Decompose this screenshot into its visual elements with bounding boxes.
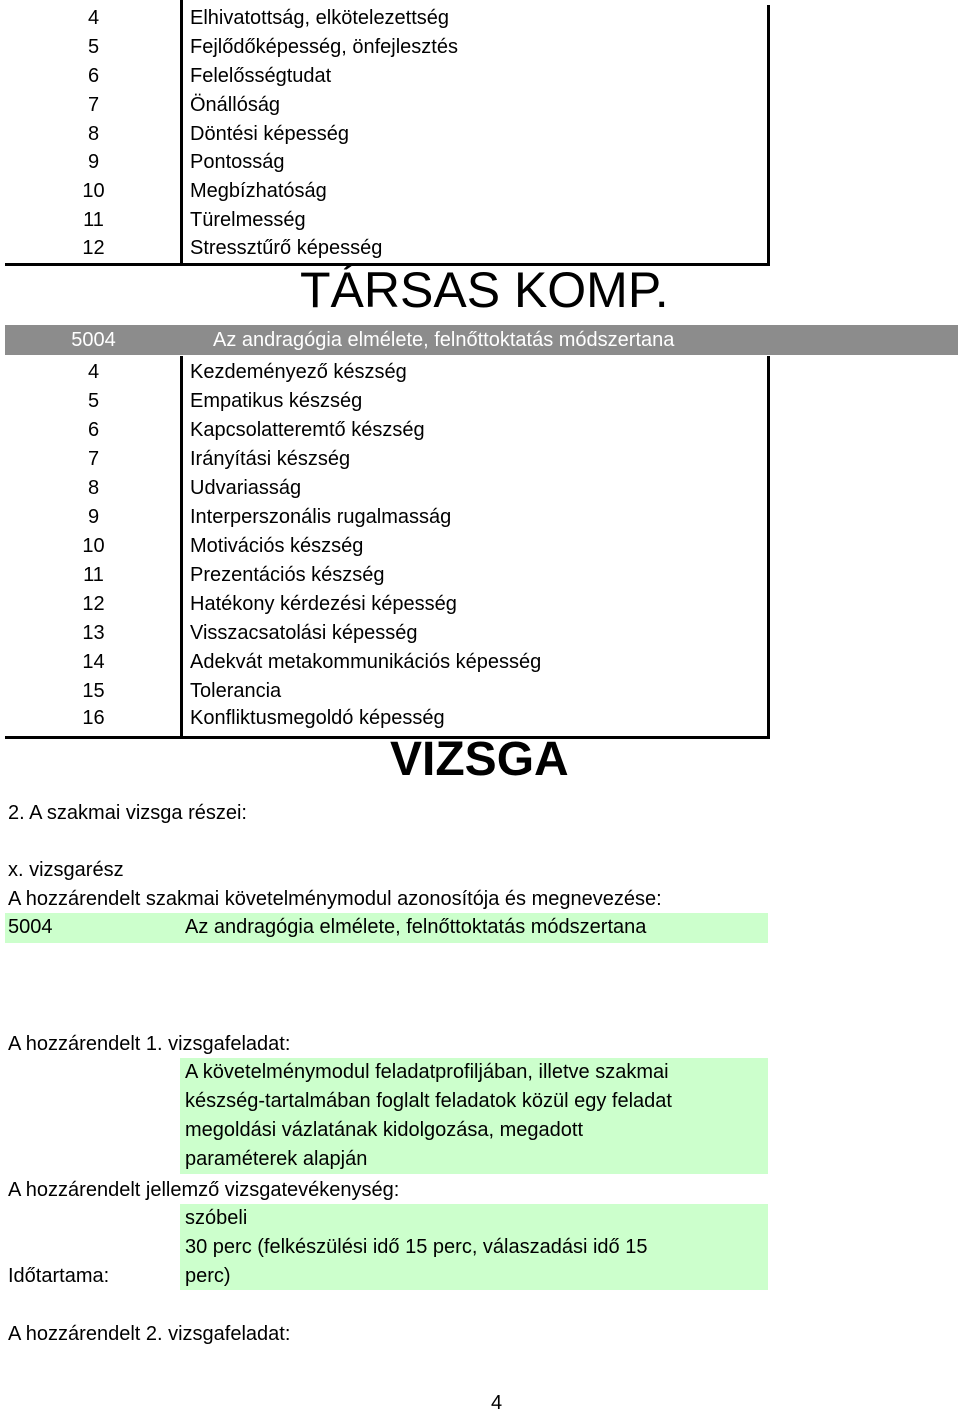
row-label: Önállóság [190, 94, 281, 116]
row-label: Visszacsatolási képesség [190, 622, 418, 644]
row-label: Tolerancia [190, 680, 282, 702]
row-number: 12 [82, 237, 105, 259]
row-label: Interperszonális rugalmasság [190, 506, 452, 528]
row-label: Elhivatottság, elkötelezettség [190, 7, 450, 29]
exam-part-label: x. vizsgarész [8, 859, 124, 881]
table-row [5, 677, 770, 706]
task1-description [180, 1058, 768, 1174]
row-number: 14 [82, 651, 105, 673]
duration-line: 30 perc (felkészülési idő 15 perc, válaszadási idő 15 [185, 1236, 648, 1258]
row-label: Udvariasság [190, 477, 302, 499]
row-label: Konfliktusmegoldó képesség [190, 707, 445, 729]
row-label: Felelősségtudat [190, 65, 332, 87]
table-row [5, 648, 770, 677]
module-id-field [5, 913, 768, 943]
row-label: Hatékony kérdezési képesség [190, 593, 457, 615]
table-row [5, 445, 770, 474]
exam-parts-label: 2. A szakmai vizsga részei: [8, 802, 247, 824]
duration-line: perc) [185, 1265, 231, 1287]
table-row [5, 704, 770, 733]
table-row [5, 206, 770, 235]
row-number: 15 [82, 680, 105, 702]
row-number: 11 [83, 564, 104, 586]
task1-line: A követelménymodul feladatprofiljában, illetve szakmai [185, 1061, 669, 1083]
row-label: Irányítási készség [190, 448, 351, 470]
module-id-code: 5004 [8, 916, 53, 938]
table-row [5, 177, 770, 206]
table-row [5, 387, 770, 416]
row-label: Prezentációs készség [190, 564, 385, 586]
row-label: Stressztűrő képesség [190, 237, 383, 259]
row-number: 9 [87, 151, 100, 173]
table-row [5, 619, 770, 648]
table-row [5, 358, 770, 387]
activity-label: A hozzárendelt jellemző vizsgatevékenység: [8, 1179, 400, 1201]
row-label: Pontosság [190, 151, 285, 173]
row-label: Fejlődőképesség, önfejlesztés [190, 36, 458, 58]
table-row [5, 532, 770, 561]
section-heading-tarsas: TÁRSAS KOMP. [300, 262, 669, 318]
task1-label: A hozzárendelt 1. vizsgafeladat: [8, 1033, 291, 1055]
row-number: 4 [87, 7, 100, 29]
row-label: Adekvát metakommunikációs képesség [190, 651, 542, 673]
row-number: 9 [87, 506, 100, 528]
table-bottom-border [5, 736, 770, 739]
table-row [5, 416, 770, 445]
table-row [5, 91, 770, 120]
row-label: Megbízhatóság [190, 180, 327, 202]
module-name: Az andragógia elmélete, felnőttoktatás módszertana [213, 329, 675, 351]
module-code: 5004 [71, 329, 116, 351]
table-row [5, 33, 770, 62]
row-number: 8 [87, 477, 100, 499]
row-number: 10 [82, 535, 105, 557]
table-row [5, 4, 770, 33]
task2-label: A hozzárendelt 2. vizsgafeladat: [8, 1323, 291, 1345]
section-heading-vizsga: VIZSGA [390, 733, 569, 786]
task1-line: paraméterek alapján [185, 1148, 368, 1170]
table-row [5, 120, 770, 149]
module-band [5, 325, 958, 355]
row-number: 7 [87, 448, 100, 470]
row-number: 11 [83, 209, 104, 231]
row-label: Kapcsolatteremtő készség [190, 419, 425, 441]
row-number: 6 [87, 419, 100, 441]
row-number: 8 [87, 123, 100, 145]
table-row [5, 62, 770, 91]
row-label: Motivációs készség [190, 535, 364, 557]
row-label: Empatikus készség [190, 390, 363, 412]
row-number: 13 [82, 622, 105, 644]
row-number: 6 [87, 65, 100, 87]
row-number: 5 [87, 36, 100, 58]
table-row [5, 148, 770, 177]
row-label: Kezdeményező készség [190, 361, 407, 383]
table-row [5, 234, 770, 263]
module-id-label: A hozzárendelt szakmai követelménymodul azonosítója és megnevezése: [8, 888, 662, 910]
table-row [5, 503, 770, 532]
page-number: 4 [491, 1392, 503, 1414]
table-row [5, 590, 770, 619]
row-number: 7 [87, 94, 100, 116]
task1-line: készség-tartalmában foglalt feladatok közül egy feladat [185, 1090, 672, 1112]
row-number: 5 [87, 390, 100, 412]
task1-line: megoldási vázlatának kidolgozása, megadott [185, 1119, 584, 1141]
activity-value: szóbeli [185, 1207, 248, 1229]
row-number: 10 [82, 180, 105, 202]
duration-label: Időtartama: [8, 1265, 110, 1287]
table-row [5, 474, 770, 503]
module-id-name: Az andragógia elmélete, felnőttoktatás módszertana [185, 916, 647, 938]
row-number: 12 [82, 593, 105, 615]
row-number: 16 [82, 707, 105, 729]
table-row [5, 561, 770, 590]
row-number: 4 [87, 361, 100, 383]
row-label: Türelmesség [190, 209, 306, 231]
activity-field [180, 1204, 768, 1290]
row-label: Döntési képesség [190, 123, 349, 145]
